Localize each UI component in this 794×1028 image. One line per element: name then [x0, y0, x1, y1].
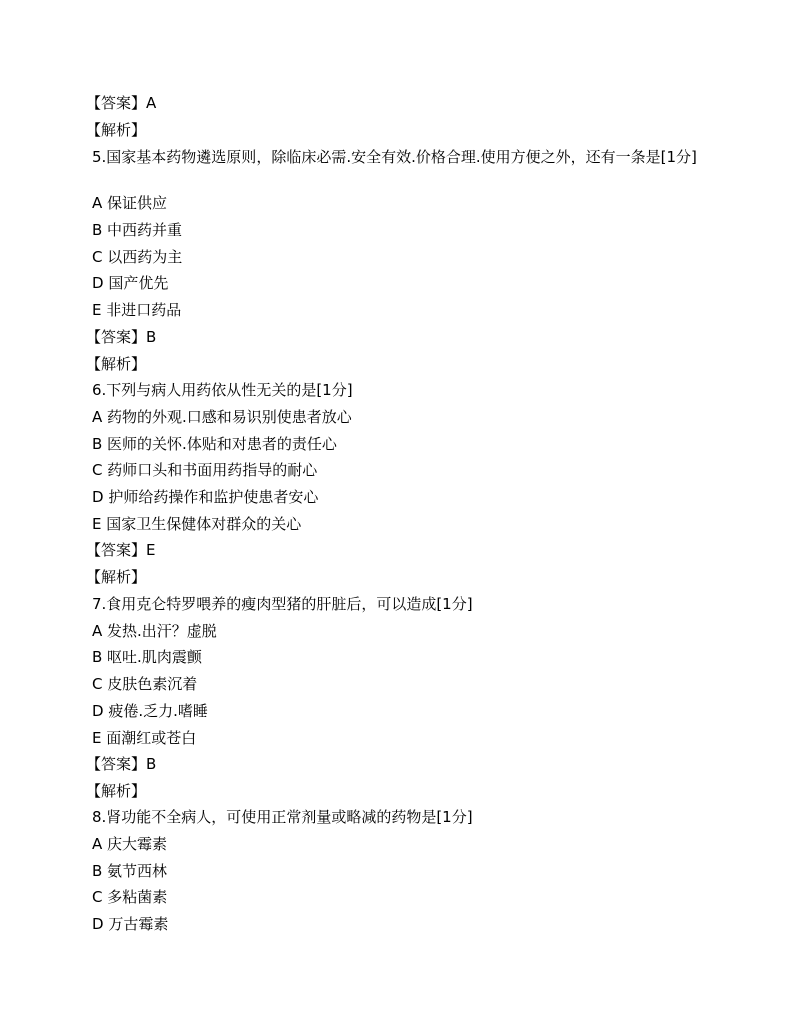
option-c: C 多粘菌素: [92, 888, 168, 906]
option-b: B 医师的关怀.体贴和对患者的责任心: [92, 435, 337, 453]
option-e: E 非进口药品: [92, 301, 182, 319]
option-a: A 药物的外观.口感和易识别使患者放心: [92, 408, 352, 426]
answer-label: 【答案】B: [86, 755, 157, 773]
option-c: C 以西药为主: [92, 248, 183, 266]
analysis-label: 【解析】: [86, 355, 147, 373]
option-a: A 保证供应: [92, 194, 168, 212]
answer-label: 【答案】E: [86, 541, 156, 559]
answer-label: 【答案】A: [86, 94, 157, 112]
option-b: B 呕吐.肌肉震颤: [92, 648, 202, 666]
option-b: B 中西药并重: [92, 221, 183, 239]
answer-label: 【答案】B: [86, 328, 157, 346]
option-d: D 疲倦.乏力.嗜睡: [92, 702, 208, 720]
option-a: A 发热.出汗？虚脱: [92, 622, 217, 640]
analysis-label: 【解析】: [86, 782, 147, 800]
option-c: C 皮肤色素沉着: [92, 675, 198, 693]
option-a: A 庆大霉素: [92, 835, 168, 853]
option-e: E 面潮红或苍白: [92, 729, 197, 747]
analysis-label: 【解析】: [86, 568, 147, 586]
question-7: 7.食用克仑特罗喂养的瘦肉型猪的肝脏后，可以造成[1分]: [92, 595, 473, 613]
option-c: C 药师口头和书面用药指导的耐心: [92, 461, 318, 479]
option-b: B 氨节西林: [92, 862, 168, 880]
option-d: D 万古霉素: [92, 915, 169, 933]
option-d: D 国产优先: [92, 274, 169, 292]
option-d: D 护师给药操作和监护使患者安心: [92, 488, 319, 506]
question-8: 8.肾功能不全病人，可使用正常剂量或略减的药物是[1分]: [92, 808, 473, 826]
question-5: 5.国家基本药物遴选原则，除临床必需.安全有效.价格合理.使用方便之外，还有一条是[1分]: [92, 148, 697, 166]
analysis-label: 【解析】: [86, 121, 147, 139]
question-6: 6.下列与病人用药依从性无关的是[1分]: [92, 381, 353, 399]
option-e: E 国家卫生保健体对群众的关心: [92, 515, 302, 533]
